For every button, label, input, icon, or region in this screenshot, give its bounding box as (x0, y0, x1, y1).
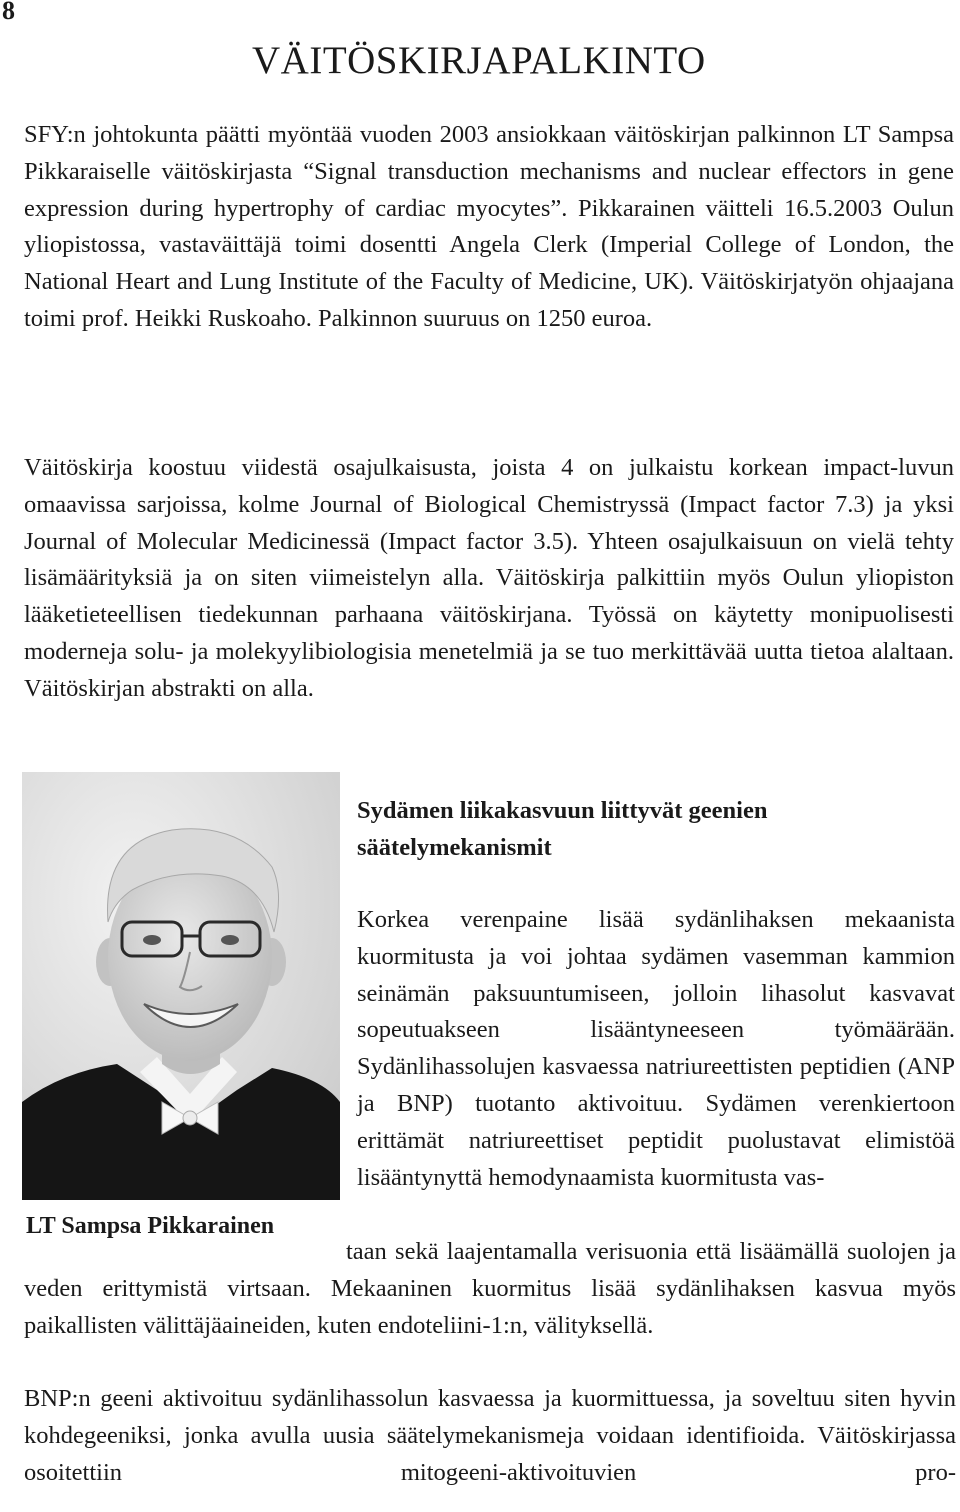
abstract-text-continued: taan sekä laajentamalla verisuonia että lisäämällä suolojen ja veden erittymistä virtsaan. Mekaaninen kuormitus lisää sydänlihaksen kasvua myös paikallisten välittäjäaineiden, kuten endoteliini-1:n, välityksellä. (24, 1238, 956, 1339)
award-paragraph: SFY:n johtokunta päätti myöntää vuoden 2003 ansiokkaan väitöskirjan palkinnon LT Sampsa Pikkaraiselle väitöskirjasta “Signal transduction mechanisms and nuclear effectors in gene expression during hypertrophy of cardiac myocytes”. Pikkarainen väitteli 16.5.2003 Oulun yliopistossa, vastaväittäjä toimi dosentti Angela Clerk (Imperial College of London, the National Heart and Lung Institute of the Faculty of Medicine, UK). Väitöskirjatyön ohjaajana toimi prof. Heikki Ruskoaho. Palkinnon suuruus on 1250 euroa. (24, 121, 954, 332)
photo-caption: LT Sampsa Pikkarainen (26, 1213, 275, 1239)
portrait-illustration (22, 772, 340, 1200)
abstract-heading: Sydämen liikakasvuun liittyvät geenien säätelymekanismit (357, 797, 768, 861)
page-number: 8 (2, 0, 15, 25)
thesis-paragraph: Väitöskirja koostuu viidestä osajulkaisusta, joista 4 on julkaistu korkean impact-luvun omaavissa sarjoissa, kolme Journal of Biological Chemistryssä (Impact factor 7.3) ja yksi Journal of Molecular Medicinessä (Impact factor 3.5). Yhteen osajulkaisuun on vielä tehty lisämäärityksiä ja on siten viimeistelyn alla. Väitöskirja palkittiin myös Oulun yliopiston lääketieteellisen tiedekunnan parhaana väitöskirjana. Työssä on käytetty monipuolisesti moderneja solu- ja molekyylibiologisia menetelmiä ja se tuo merkittävää uutta tietoa alaltaan. Väitöskirjan abstrakti on alla. (24, 454, 954, 702)
abstract-text-last: BNP:n geeni aktivoituu sydänlihassolun kasvaessa ja kuormittuessa, ja soveltuu siten hyvin kohdegeeniksi, jonka avulla uusia säätelymekanismeja voidaan identifioida. Väitöskirjassa osoitettiin mitogeeni-aktivoituvien pro- (24, 1385, 956, 1486)
page-title: VÄITÖSKIRJAPALKINTO (252, 39, 706, 82)
portrait-photo (22, 772, 340, 1200)
abstract-text-beside-photo: Korkea verenpaine lisää sydänlihaksen mekaanista kuormitusta ja voi johtaa sydämen vasemman kammion seinämän paksuuntumiseen, jolloin lihasolut kasvavat sopeutuakseen lisääntyneeseen työmäärään. Sydänlihassolujen kasvaessa natriureettisten peptidien (ANP ja BNP) tuotanto aktivoituu. Sydämen verenkiertoon erittämät natriureettiset peptidit puolustavat elimistöä lisääntynyttä hemodynaamista kuormitusta vas- (357, 906, 955, 1191)
